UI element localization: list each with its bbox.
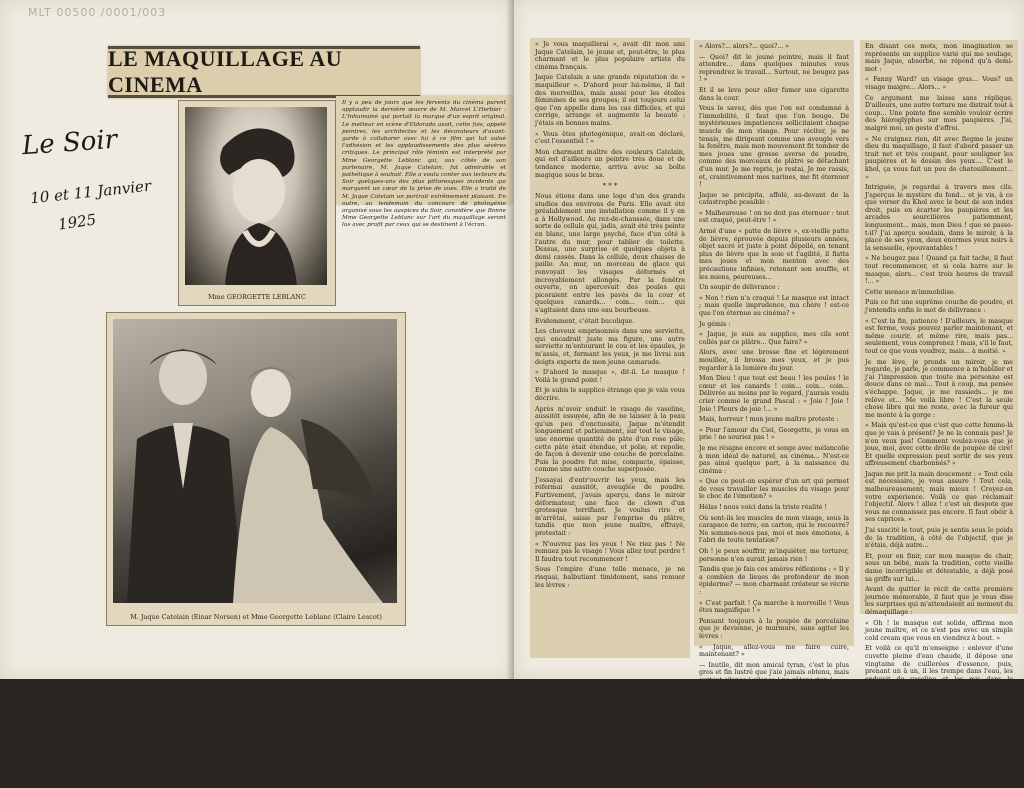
col2-paragraph: Oh ! je peux souffrir, m'inquiéter, me torturer, personne n'en aurait jamais rien ! <box>699 548 849 563</box>
col2-paragraph: « C'est parfait ! Ça marche à merveille ! Vous êtes magnifique ! » <box>699 599 849 615</box>
col2-paragraph: Pensant toujours à la poupée de porcelaine que je devienne, je murmure, sans agiter les lèvres : <box>699 617 849 640</box>
intro-clipping <box>336 96 512 229</box>
col2-paragraph: « Jaque, vous savez que Fanny Ward employait des couleurs différentes... Pourquoi ne mettez-vous pas du rouge, du bleu, du vert? » <box>699 764 849 788</box>
left-page <box>0 0 514 679</box>
portrait-caption: Mme GEORGETTE LEBLANC <box>208 293 306 301</box>
author-signature: Georgette LEBLANC. <box>925 775 996 784</box>
col3-paragraph: « Fanny Ward? un visage gras... Vous? un visage maigre... Alors... » <box>865 76 1013 91</box>
handwritten-year: 1925 <box>56 210 98 234</box>
handwritten-newspaper-name: Le Soir <box>21 124 119 162</box>
col1-paragraph: « D'abord le masque », dit-il. Le masque ! Voilà le grand point ! <box>535 369 685 384</box>
col2-paragraph: « Pour l'amour du Ciel, Georgette, je vous en prie ! ne souriez pas ! » <box>699 426 849 442</box>
col1-paragraph: « N'ouvrez pas les yeux ! Ne riez pas ! Ne remuez pas le visage ! Vous allez tout perdre ! Il faudra tout recommencer ! <box>535 540 685 563</box>
col2-paragraph: Je tentai de m'expliquer comme un ventriloque : <box>699 746 849 762</box>
col3-paragraph: « Oh ! le masque est solide, affirma mon jeune maître, et ce n'est pas avec un simple cold cream que vous en viendrez à bout. » <box>865 619 1013 642</box>
col3-paragraph: Puis ce fut une suprême couche de poudre, et j'entendis enfin le mot de délivrance : <box>865 299 1013 314</box>
col2-paragraph: Tandis que je fais ces amères réflexions : « Il y a combien de lieues de profondeur de mon épiderme? — mon charmant créateur se récrie : <box>699 566 849 596</box>
article-column-3 <box>860 40 1018 784</box>
col3-paragraph: Jaque me prit la main doucement : « Tout cela est nécessaire, je vous assure ! Tout cela, malheureusement, mais mieux ! Croyez-en votre expérience. Voilà ce que réclamait l'objectif. Alors ! allez ! c'est un despote que vous ne connaissez pas encore. Il faut obéir à ses caprices. » <box>865 470 1013 524</box>
intro-paragraph: Il y a peu de jours que les fervents du cinéma purent applaudir la dernière œuvre de M. Marcel L'Herbier : L'Inhumaine qui portait la marque d'un esprit original. Le metteur en scène d'Eldorado avait, cette fois, appelé peintres, les architectes et les décorateurs d'avant-garde à collaborer avec lui à ce film qui tut salué l'adhésion et les applaudissements des plus sévères critiques. Le principal rôle féminin est interprété par Mme Georgette Leblanc qui, aux côtés de son partenaire, M. Jaque Catelain, fut admirable et pathétique à souhait. Elle a voulu conter aux lecteurs du Soir quelques-uns des plus pittoresques incidents qui marquent un cœur de la prise de vues. Elle a traité de M. Jaque Catelain un portrait extrêmement plaisant. En outre, au lendemain du concours de photogénie organisé sous les auspices du Soir, considère que Bonne Mme Georgette Leblanc sur l'art du maquillage seront lus avec profit par ceux qui se destinent à l'écran. <box>342 100 506 229</box>
col2-paragraph: Vous le savez, dès que l'on est condamné à l'immobilité, il faut que l'on bouge. De mystérieuses impatiences sollicitaient chaque muscle de mon visage. Pour réciter, je ne tenais, me dirigeant comme une aveugle vers la fenêtre, mais mon mouvement fit tomber de mes joues une grosse averse de poudre, comme des morceaux de plâtre se détachant d'un mur. Je me repris, je restai, Je me rassis, et, craintivement mes narines, me fit éternuer ! <box>699 105 849 189</box>
col3-paragraph: Je ne puis pourtant pas affirmer qu'il n'ait un peu crispé les nerfs de la jeune étoile ! <box>865 757 1013 773</box>
col1-paragraph: « Vous êtes photogénique, avait-on déclaré, c'est l'essentiel ! » <box>535 130 685 146</box>
portrait-image <box>185 107 327 285</box>
col3-paragraph: « Ne bougez pas ! Quand ça fait tache, il faut tout recommencer, et si cela barre sur le masque, alors... c'est trois heures de travail !... » <box>865 255 1013 286</box>
col2-paragraph: Alors, avec une brosse fine et légèrement mouillée, il brossa mes yeux, et je pus regarder à la lumière du jour. <box>699 349 849 372</box>
col1-paragraph: Mon charmant maître des couleurs Catelain, qui est d'ailleurs un peintre très doué et de tendance moderne, arriva avec sa boîte magique sous le bras. <box>535 148 685 179</box>
col1-paragraph: J'essayai d'entr'ouvrir les yeux, mais les refermai aussitôt, aveuglée de poudre. Furtivement, j'avais aperçu, dans le miroir déformateur, une face de clown d'un grotesque terrifiant. Je voulus rire et m'arrêtai, saisie par l'emprise du plâtre, tandis que mon jeune maître, effrayé, protestait : <box>535 476 685 538</box>
film-still-caption: M. Jaque Catelain (Einar Norsen) et Mme Georgette Leblanc (Claire Lescot) <box>130 613 382 621</box>
col3-paragraph: Intriguée, je regardai à travers mes cils. J'aperçus le mystère du fond... et je vis, à ce que verser du Khol avec le bout de son index droit, puis en écarter les paupières et les arcades sourcilières patiemment, longuement... mais, mon Dieu ! que se passe-t-il? J'ai aperçu soudain, dans le miroir, à la place de ses yeux, deux énormes yeux noirs à la sensuelle, épouvantables ! <box>865 184 1013 252</box>
col1-paragraph: Après m'avoir enduit le visage de vaseline, aussitôt essuyée, afin de ne laisser à la peau qu'un peu d'onctuosité, Jaque m'étendit longuement et patiemment, sur tout le visage, une énorme quantité de pâte d'un rose pâle; cette pâte était étendue, et polie, et repolie, de façon à devenir une couche de porcelaine. Puis la poudre fut mise, compacte, épaisse, comme une autre couche superposée. <box>535 405 685 474</box>
col2-paragraph: Je gémis : <box>699 320 731 328</box>
col3-paragraph: Et, pour en finir, car mon masque de chair, sous un bébé, mais la tradition, cette vieille dame incorrigible et détestable, a déjà posé sa griffe sur lui... <box>865 552 1013 583</box>
col2-paragraph: Je me rassure, je me souviens des récits que l'on m'a faits, quand la délicieuse Fanny Ward est venue tourner à Paris. <box>699 687 849 710</box>
archive-reference: MLT 00500 /0001/003 <box>28 6 167 19</box>
col1-paragraph: Les cheveux emprisonnés dans une serviette, qui encadrait juste ma figure, une autre serviette m'entourant le cou et les épaules, je m'assis, et, fermant les yeux, je me livrai aux doigts experts de mon jeune camarade. <box>535 328 685 366</box>
col2-paragraph: Armé d'une « patte de lièvre », ex-vieille patte de lièvre, éprouvée depuis plusieurs années, objet sacré et juste à point dépoilé, en tenant plus de lièvre que la soie et l'agilité, il flatta mes joues et mon menton avec des précautions infinies, retenant son souffle, et les miens, peureuses... <box>699 228 849 281</box>
col3-paragraph: En disant ces mots, mon imagination se représente un supplice varié qui me soulage, mais Jaque, absorbé, ne répond qu'à demi-mot : <box>865 43 1013 73</box>
col2-paragraph: Où sont-ils les muscles de mon visage, sous la carapace de terre, en carton, qui le recouvre? Ne sommes-nous pas, moi et mes émotions, à l'abri de toute tentation? <box>699 514 849 545</box>
section-separator: * * * <box>602 182 618 191</box>
film-still-image <box>113 319 397 603</box>
col1-paragraph: Jaque Catelain a une grande réputation de « maquilleur ». D'abord pour lui-même, il fait des merveilles, mais aussi pour les étoiles féminines de ses groupes; il est toujours celui que l'on appelle dans les cas difficiles, et qui corrige, arrange et augmente la beauté : j'étais en bonnes mains. <box>535 74 685 127</box>
col1-paragraph: Evidemment, c'était bucolique. <box>535 317 635 325</box>
col1-paragraph: Nous étions dans une loge d'un des grands studios des environs de Paris. Elle avait été préalablement une installation comme il y en a à Hollywood. Au rez-de-chaussée, dans une sorte de cellule qui, jadis, avait été très peinte en blanc, une large psyché, face d'un côté à l'autre du mur, pour tablier de toilette. Dessus, une surprise et quelques objets à demi cassés. Dans la cellule, deux chaises de paille. Au mur, un morceau de glace qui renvoyait les visages déformés et incroyablement allongés. Par la fenêtre ouverte, on apercevait des poules qui picoraient entre les pavés de la cour et quelques canards... coin... coin... qui s'agitaient dans une eau bourbeuse. <box>535 193 685 314</box>
col3-paragraph: « C'est la fin, patience ! D'ailleurs, le masque est ferme, vous pouvez parler maintenant, et même courir, et même rire, mais pas... seulement, vous comprenez ! mais, s'il le faut, tout ce que vous voudrez, mais... à moitié. » <box>865 317 1013 355</box>
col2-paragraph: « Alors?... alors?... quoi?... » <box>699 43 790 50</box>
col3-paragraph: « Ne craignez rien, dit avec flegme le jeune dieu du maquillage, il faut d'abord passer un trait net et très coupant, pour souligner les paupières et le dessin des yeux.... C'est le khol, ça vous fait un peu de chatouillement... » <box>865 135 1013 181</box>
col3-paragraph: Je me lève, je prends un miroir, je me regarde, je parle, je commence à m'habiller et j'ai l'impression que toute ma personne est douce dans ce mai... Tout à coup, ma pensée s'échappe. Jaque, je me rassieds... je me relève et... Me voilà libre ! C'est la seule chose libre qui me reste, avec la fureur qui me monte à la gorge : <box>865 358 1013 419</box>
portrait-figure <box>185 107 327 285</box>
col3-paragraph: « Mais qu'est-ce que c'est que cette femme-là que je vais à présent? Je ne la connais pas! Je n'en veux pas! Comment voulez-vous que je joue, moi, avec cette drôle de poupée de cire! Et quelle expression peut sortir de ses yeux affreusement charbonnés? » <box>865 422 1013 468</box>
article-column-2 <box>694 40 854 788</box>
col2-paragraph: Jaque se précipita, affolé, au-devant de la catastrophe possible : <box>699 191 849 207</box>
col2-paragraph: Mon Dieu ! que tout est beau ! les poules ! le cœur et les canards ! coin... coin... coin... Délivrée au moins par le regard, j'aurais voulu crier comme le grand Pascal : « Joie ! Joie ! Joie ! Pleurs de joie !... » <box>699 375 849 413</box>
col2-paragraph: « Non ! rien n'a craqué ! Le masque est intact ; mais quelle imprudence, ma chère ! est-ce que l'on éternue au cinéma? » <box>699 294 849 317</box>
article-headline: LE MAQUILLAGE AU CINEMA <box>108 46 343 97</box>
col1-paragraph: « Je vous maquillerai », avait dit mon ami Jaque Catelain, le jeune et, peut-être, le plus charmant et le plus populaire artiste du cinéma français. <box>535 41 685 71</box>
article-column-1 <box>530 38 690 658</box>
headline-clipping <box>108 46 420 98</box>
film-still-photo <box>106 312 406 626</box>
col2-paragraph: Hélas ! nous voici dans la triste réalité ! <box>699 504 827 512</box>
col2-paragraph: « Jaque, allez-vous me faire cuire, maintenant? » <box>699 643 849 659</box>
col2-paragraph: Mais, horreur ! mon jeune maître proteste : <box>699 416 839 424</box>
col2-paragraph: « Elle était plus que maquillée, disait-on, elle était réellement camouflée ! Un morceau visible, des joues jaunes, des maxillaires ocre, et le coin de ses lèvres de rouge, de bleu ! <box>699 713 849 744</box>
col2-paragraph: Je me résigne encore et songe avec mélancolie à mon idéal de naturel, au cinéma... N'est-ce pas ainsi quelque part, à la naissance du cinéma : <box>699 444 849 475</box>
col2-paragraph: « Malheureuse ! on ne doit pas éternuer : tout est craqué, peut-être ! » <box>699 209 849 225</box>
col2-paragraph: — Inutile, dit mon amical tyran, c'est le plus gros et fin lustré que j'aie jamais obtenu, mais surtout silence ! silence ! ne gâtons rien ! » <box>699 661 849 684</box>
col2-paragraph: Et il se leva pour aller fumer une cigarette dans la cour. <box>699 86 849 102</box>
col3-paragraph: Et voilà ce qu'il m'enseigne : enlever d'une cuvette pleine d'eau chaude, il dépose une vingtaine de cuillerées d'essence, puis, prenant un à un, il les trempe dans l'eau, les enduisit de vaseline et les mis dans le mouchoir, les nombreux des morceaux de savon humide. Les petites morceaux d'ouate trempés délicatement ressemblaient. Le masque qu'elles aborbaient la pâte, je me jetai sur mon visage et pus voir! <box>865 645 1013 721</box>
col1-paragraph: Et je subis le supplice étrange que je vais vous décrire. <box>535 387 685 402</box>
col3-paragraph: Cette menace m'immobilise. <box>865 288 956 296</box>
film-still-figures <box>113 319 397 603</box>
handwritten-date: 10 et 11 Janvier <box>29 176 152 208</box>
col2-paragraph: « Jaque, je suis au supplice, mes cils sont collés par ce plâtre... Que faire? » <box>699 331 849 346</box>
col2-paragraph: — Quoi? dit le jeune peintre, mais il faut attendre... dans quelques minutes vous reprendrez le travail... Surtout, ne bougez pas ! » <box>699 53 849 84</box>
article-signature-line <box>865 776 1013 784</box>
col2-paragraph: « Que ce peut-on espérer d'un art qui permet de vous travailler les muscles du visage pour le choc de l'émotion? » <box>699 478 849 501</box>
col2-paragraph: Un soupir de délivrance : <box>699 284 780 292</box>
col1-paragraph: Sous l'empire d'une telle menace, je ne risquai, balbutiant timidement, sans remuer les lèvres : <box>535 566 685 589</box>
col3-paragraph: J'ai suscité le tout, puis je sentis sous le poids de la tradition, à côté de l'objectif, que je n'étais, déjà autre... <box>865 527 1013 550</box>
col3-paragraph: Avant de quitter le récit de cette première journée mémorable, il faut que je vous dise les surprises qui m'attendaient au moment du démaquillage : <box>865 586 1013 616</box>
col3-paragraph: Ce argument me laisse sans réplique. D'ailleurs, une autre torture me distrait tout à coup... Une pointe fine semble vouloir écrire des hiéroglyphes sur mes paupières. J'ai, malgré moi, un geste d'effroi. <box>865 94 1013 132</box>
continued-note: (La fin à demain.) <box>865 775 924 784</box>
portrait-photo <box>178 100 336 306</box>
col3-paragraph: « Certes, le nettoyage est terrible, conclut mon charmant ami, en faisant ces premières expériences, mais vous vous ferez à tout cela ! bientôt, vous n'y penserez plus. » <box>865 724 1013 755</box>
